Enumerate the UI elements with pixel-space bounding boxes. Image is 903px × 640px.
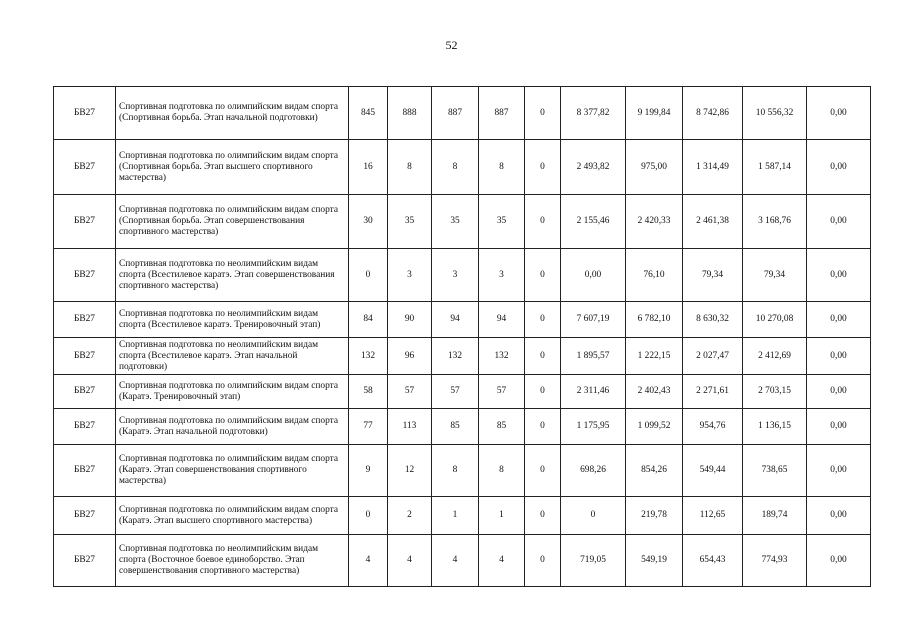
row-code-cell: БВ27	[54, 249, 116, 302]
row-value-cell: 0	[525, 249, 561, 302]
row-value-cell: 2 703,15	[743, 375, 807, 409]
row-value-cell: 6 782,10	[626, 302, 683, 338]
row-value-cell: 0,00	[807, 535, 871, 587]
row-value-cell: 738,65	[743, 445, 807, 497]
row-value-cell: 0	[525, 535, 561, 587]
row-value-cell: 57	[479, 375, 525, 409]
page-number: 52	[445, 38, 458, 52]
row-value-cell: 1 099,52	[626, 409, 683, 445]
table-row	[54, 409, 871, 445]
table-row	[54, 87, 871, 140]
row-code-cell: БВ27	[54, 375, 116, 409]
row-value-cell: 0	[525, 140, 561, 195]
row-value-cell: 719,05	[561, 535, 626, 587]
table-row	[54, 375, 871, 409]
row-description-cell: Спортивная подготовка по неолимпийским видам спорта (Всестилевое каратэ. Тренировочный этап)	[116, 302, 349, 338]
row-value-cell: 7 607,19	[561, 302, 626, 338]
row-value-cell: 2 461,38	[683, 195, 743, 249]
row-code-cell: БВ27	[54, 87, 116, 140]
row-value-cell: 76,10	[626, 249, 683, 302]
table-row	[54, 140, 871, 195]
row-value-cell: 2 027,47	[683, 338, 743, 375]
row-value-cell: 1 314,49	[683, 140, 743, 195]
row-code-cell: БВ27	[54, 302, 116, 338]
row-value-cell: 0,00	[807, 87, 871, 140]
row-value-cell: 774,93	[743, 535, 807, 587]
row-value-cell: 1 587,14	[743, 140, 807, 195]
row-value-cell: 9	[349, 445, 388, 497]
table-row	[54, 445, 871, 497]
row-value-cell: 0,00	[807, 338, 871, 375]
row-value-cell: 2 311,46	[561, 375, 626, 409]
row-description-cell: Спортивная подготовка по олимпийским видам спорта (Каратэ. Этап совершенствования спортивного мастерства)	[116, 445, 349, 497]
row-value-cell: 84	[349, 302, 388, 338]
row-value-cell: 90	[388, 302, 432, 338]
row-value-cell: 1	[479, 497, 525, 535]
row-value-cell: 698,26	[561, 445, 626, 497]
row-value-cell: 30	[349, 195, 388, 249]
row-value-cell: 0	[525, 87, 561, 140]
row-value-cell: 94	[432, 302, 479, 338]
row-value-cell: 8 742,86	[683, 87, 743, 140]
row-value-cell: 112,65	[683, 497, 743, 535]
row-value-cell: 0	[525, 497, 561, 535]
row-value-cell: 4	[388, 535, 432, 587]
row-value-cell: 0,00	[807, 195, 871, 249]
row-value-cell: 4	[479, 535, 525, 587]
row-value-cell: 887	[479, 87, 525, 140]
row-value-cell: 189,74	[743, 497, 807, 535]
row-description-cell: Спортивная подготовка по олимпийским видам спорта (Каратэ. Тренировочный этап)	[116, 375, 349, 409]
row-value-cell: 4	[432, 535, 479, 587]
row-value-cell: 35	[479, 195, 525, 249]
row-value-cell: 8 630,32	[683, 302, 743, 338]
row-code-cell: БВ27	[54, 338, 116, 375]
table-body	[54, 87, 871, 587]
row-value-cell: 1 136,15	[743, 409, 807, 445]
row-value-cell: 9 199,84	[626, 87, 683, 140]
budget-table	[53, 86, 871, 587]
table-row	[54, 195, 871, 249]
row-value-cell: 0,00	[807, 375, 871, 409]
row-value-cell: 1 175,95	[561, 409, 626, 445]
row-value-cell: 1	[432, 497, 479, 535]
row-value-cell: 2	[388, 497, 432, 535]
row-code-cell: БВ27	[54, 445, 116, 497]
row-value-cell: 654,43	[683, 535, 743, 587]
row-value-cell: 0	[561, 497, 626, 535]
row-value-cell: 1 895,57	[561, 338, 626, 375]
row-value-cell: 8	[479, 445, 525, 497]
row-value-cell: 96	[388, 338, 432, 375]
row-value-cell: 10 270,08	[743, 302, 807, 338]
row-value-cell: 2 271,61	[683, 375, 743, 409]
row-value-cell: 0,00	[807, 140, 871, 195]
row-value-cell: 549,44	[683, 445, 743, 497]
row-value-cell: 3 168,76	[743, 195, 807, 249]
row-value-cell: 845	[349, 87, 388, 140]
table-row	[54, 249, 871, 302]
row-value-cell: 0,00	[807, 249, 871, 302]
row-value-cell: 57	[388, 375, 432, 409]
row-value-cell: 8	[432, 140, 479, 195]
row-description-cell: Спортивная подготовка по олимпийским видам спорта (Спортивная борьба. Этап начальной подготовки)	[116, 87, 349, 140]
row-value-cell: 2 493,82	[561, 140, 626, 195]
row-code-cell: БВ27	[54, 409, 116, 445]
row-value-cell: 0	[525, 409, 561, 445]
row-value-cell: 8	[479, 140, 525, 195]
row-value-cell: 0	[349, 497, 388, 535]
row-value-cell: 4	[349, 535, 388, 587]
row-value-cell: 0	[525, 302, 561, 338]
row-value-cell: 3	[479, 249, 525, 302]
row-value-cell: 0	[525, 338, 561, 375]
row-value-cell: 0,00	[561, 249, 626, 302]
row-value-cell: 219,78	[626, 497, 683, 535]
row-value-cell: 58	[349, 375, 388, 409]
row-value-cell: 0	[525, 375, 561, 409]
row-code-cell: БВ27	[54, 535, 116, 587]
row-value-cell: 10 556,32	[743, 87, 807, 140]
row-value-cell: 0	[525, 195, 561, 249]
row-value-cell: 35	[432, 195, 479, 249]
table-row	[54, 497, 871, 535]
row-value-cell: 79,34	[743, 249, 807, 302]
row-description-cell: Спортивная подготовка по неолимпийским видам спорта (Всестилевое каратэ. Этап начальной подготовки)	[116, 338, 349, 375]
row-value-cell: 2 412,69	[743, 338, 807, 375]
row-value-cell: 3	[388, 249, 432, 302]
row-value-cell: 549,19	[626, 535, 683, 587]
row-value-cell: 975,00	[626, 140, 683, 195]
row-value-cell: 2 420,33	[626, 195, 683, 249]
row-value-cell: 8 377,82	[561, 87, 626, 140]
table-row	[54, 535, 871, 587]
row-value-cell: 8	[388, 140, 432, 195]
row-value-cell: 113	[388, 409, 432, 445]
row-value-cell: 94	[479, 302, 525, 338]
row-value-cell: 0	[525, 445, 561, 497]
row-description-cell: Спортивная подготовка по олимпийским видам спорта (Каратэ. Этап высшего спортивного мастерства)	[116, 497, 349, 535]
row-value-cell: 79,34	[683, 249, 743, 302]
row-value-cell: 132	[432, 338, 479, 375]
row-code-cell: БВ27	[54, 497, 116, 535]
row-description-cell: Спортивная подготовка по неолимпийским видам спорта (Всестилевое каратэ. Этап совершенствования спортивного мастерства)	[116, 249, 349, 302]
row-value-cell: 0,00	[807, 302, 871, 338]
row-value-cell: 77	[349, 409, 388, 445]
row-description-cell: Спортивная подготовка по олимпийским видам спорта (Спортивная борьба. Этап высшего спортивного мастерства)	[116, 140, 349, 195]
row-description-cell: Спортивная подготовка по олимпийским видам спорта (Спортивная борьба. Этап совершенствования спортивного мастерства)	[116, 195, 349, 249]
row-value-cell: 3	[432, 249, 479, 302]
row-value-cell: 35	[388, 195, 432, 249]
row-value-cell: 12	[388, 445, 432, 497]
row-value-cell: 0,00	[807, 409, 871, 445]
row-value-cell: 854,26	[626, 445, 683, 497]
table-row	[54, 338, 871, 375]
row-value-cell: 57	[432, 375, 479, 409]
row-value-cell: 85	[479, 409, 525, 445]
row-code-cell: БВ27	[54, 195, 116, 249]
row-value-cell: 132	[349, 338, 388, 375]
row-value-cell: 8	[432, 445, 479, 497]
row-value-cell: 0	[349, 249, 388, 302]
row-value-cell: 888	[388, 87, 432, 140]
row-value-cell: 1 222,15	[626, 338, 683, 375]
row-value-cell: 0,00	[807, 497, 871, 535]
row-value-cell: 16	[349, 140, 388, 195]
row-code-cell: БВ27	[54, 140, 116, 195]
table-row	[54, 302, 871, 338]
row-value-cell: 132	[479, 338, 525, 375]
row-value-cell: 0,00	[807, 445, 871, 497]
row-value-cell: 85	[432, 409, 479, 445]
row-value-cell: 2 155,46	[561, 195, 626, 249]
row-value-cell: 2 402,43	[626, 375, 683, 409]
row-description-cell: Спортивная подготовка по неолимпийским видам спорта (Восточное боевое единоборство. Этап совершенствования спортивного мастерства)	[116, 535, 349, 587]
row-description-cell: Спортивная подготовка по олимпийским видам спорта (Каратэ. Этап начальной подготовки)	[116, 409, 349, 445]
row-value-cell: 954,76	[683, 409, 743, 445]
row-value-cell: 887	[432, 87, 479, 140]
